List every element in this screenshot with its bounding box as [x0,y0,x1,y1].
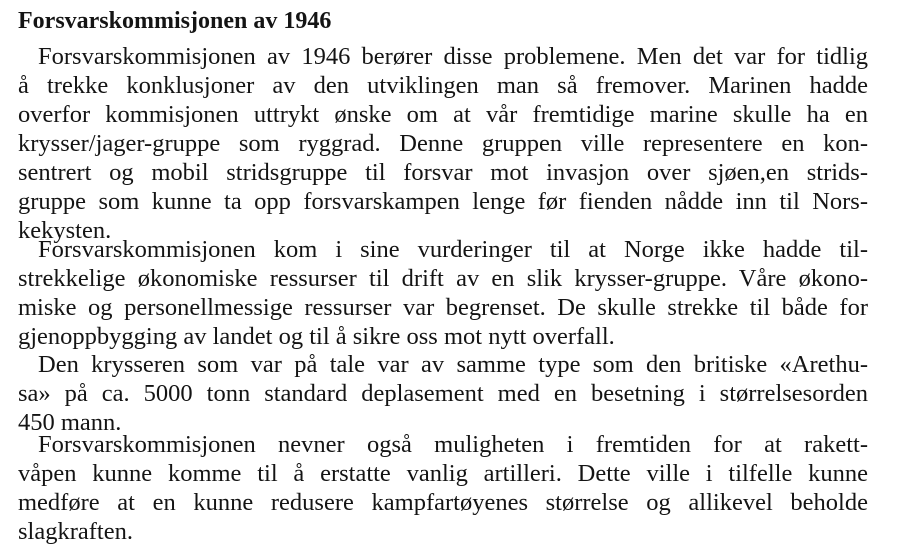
text-line: gjenoppbygging av landet og til å sikre oss mot nytt overfall. [18,323,615,350]
text-line: Forsvarskommisjonen kom i sine vurderinger til at Norge ikke hadde til- [38,236,868,263]
text-line: kekysten. [18,217,112,244]
text-line: overfor kommisjonen uttrykt ønske om at vår fremtidige marine skulle ha en [18,101,868,128]
text-line: gruppe som kunne ta opp forsvarskampen lenge før fienden nådde inn til Nors- [18,188,868,215]
text-line: Forsvarskommisjonen av 1946 berører disse problemene. Men det var for tidlig [38,43,868,70]
text-line: krysser/jager-gruppe som ryggrad. Denne gruppen ville representere en kon- [18,130,868,157]
text-line: å trekke konklusjoner av den utviklingen man så fremover. Marinen hadde [18,72,868,99]
text-line: medføre at en kunne redusere kampfartøyenes størrelse og allikevel beholde [18,489,868,516]
text-line: våpen kunne komme til å erstatte vanlig artilleri. Dette ville i tilfelle kunne [18,460,868,487]
text-line: Den krysseren som var på tale var av samme type som den britiske «Arethu- [38,351,868,378]
text-line: slagkraften. [18,518,133,545]
text-line: 450 mann. [18,409,122,436]
text-line: sentrert og mobil stridsgruppe til forsvar mot invasjon over sjøen,en strids- [18,159,868,186]
text-line: sa» på ca. 5000 tonn standard deplasement med en besetning i størrelsesorden [18,380,868,407]
text-line: miske og personellmessige ressurser var begrenset. De skulle strekke til både for [18,294,868,321]
section-heading: Forsvarskommisjonen av 1946 [18,8,332,34]
text-line: strekkelige økonomiske ressurser til drift av en slik krysser-gruppe. Våre økono- [18,265,868,292]
text-line: Forsvarskommisjonen nevner også muligheten i fremtiden for at rakett- [38,431,868,458]
